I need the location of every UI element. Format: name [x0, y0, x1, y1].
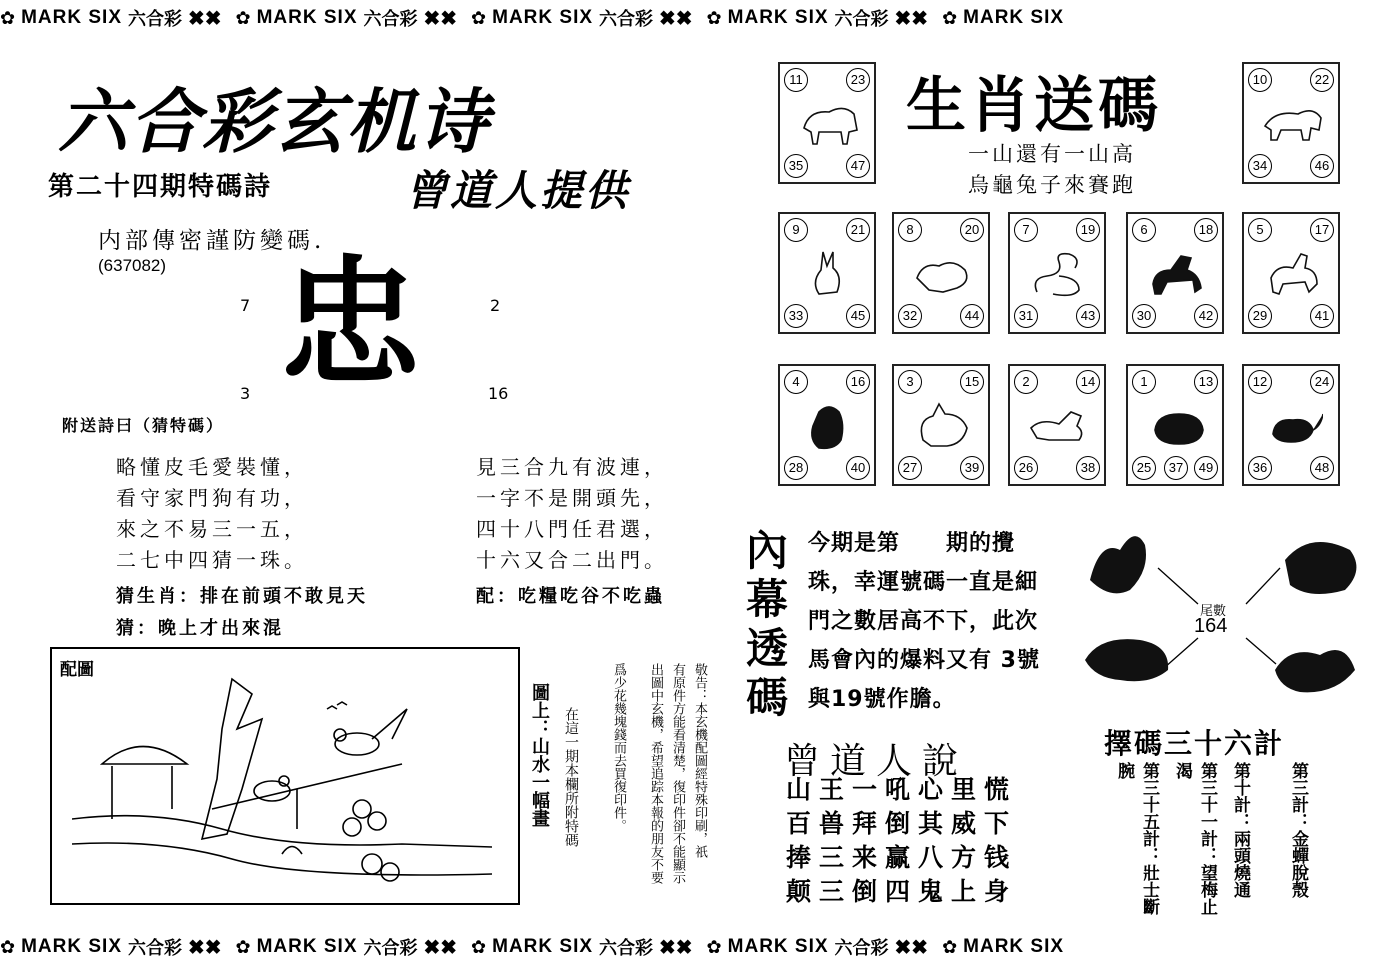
picture-caption: 圖上：山水一幅畫 — [529, 683, 550, 827]
issue-title: 第二十四期特碼詩 — [48, 172, 273, 202]
card-number: 43 — [1076, 304, 1100, 328]
card-number: 1 — [1132, 370, 1156, 394]
poem-line: 見三合九有波連， — [476, 455, 668, 479]
card-number: 3 — [898, 370, 922, 394]
picture-box — [50, 647, 520, 905]
card-number: 46 — [1310, 154, 1334, 178]
inside-line: 馬會內的爆料又有 3號 — [808, 648, 1040, 673]
zodiac-card — [1126, 364, 1224, 486]
zodiac-card — [1242, 364, 1340, 486]
flower-icon: ✿ — [235, 936, 251, 957]
poem-heading: 附送詩曰（猜特碼） — [62, 416, 225, 435]
card-number: 33 — [784, 304, 808, 328]
tail-label: 尾數 — [1200, 604, 1227, 619]
card-number: 6 — [1132, 218, 1156, 242]
card-number: 32 — [898, 304, 922, 328]
guess-hint: 猜：晚上才出來混 — [116, 618, 284, 639]
dog-icon — [1029, 400, 1089, 452]
rooster-icon — [1090, 536, 1146, 593]
flower-icon: ✿ — [235, 7, 251, 28]
card-number: 12 — [1248, 370, 1272, 394]
flower-icon: ✿ — [471, 7, 487, 28]
card-number: 36 — [1248, 456, 1272, 480]
card-number: 31 — [1014, 304, 1038, 328]
ox-icon — [799, 98, 859, 150]
inside-line: 與19號作膽。 — [808, 687, 956, 712]
zodiac-card — [892, 364, 990, 486]
zodiac-card — [1008, 364, 1106, 486]
mark-six-cn: 六合彩 — [834, 9, 889, 29]
poem-line: 看守家門狗有功， — [116, 486, 308, 510]
cross-icon: ✖✖ — [423, 7, 458, 30]
card-number: 38 — [1076, 456, 1100, 480]
card-number: 7 — [1014, 218, 1038, 242]
corner-num-bl: 3 — [240, 384, 251, 403]
zodiac-card — [778, 62, 876, 184]
mark-six-logo: MARK SIX — [21, 7, 122, 28]
mark-six-logo: MARK SIX — [963, 7, 1065, 28]
zodiac-card — [892, 212, 990, 334]
card-number: 27 — [898, 456, 922, 480]
landscape-sketch — [72, 669, 492, 894]
card-number: 30 — [1132, 304, 1156, 328]
card-number: 25 — [1132, 456, 1156, 480]
card-number: 28 — [784, 456, 808, 480]
poem-line: 十六又合二出門。 — [476, 548, 668, 572]
mark-six-logo: MARK SIX — [256, 936, 358, 957]
poem-line: 二七中四猜一珠。 — [116, 548, 308, 572]
card-number: 5 — [1248, 218, 1272, 242]
dragon-icon — [1275, 650, 1355, 692]
rabbit-icon — [799, 248, 859, 300]
monkey-icon — [799, 400, 859, 452]
zodiac-sub-1: 一山還有一山高 — [968, 142, 1136, 166]
cross-icon: ✖✖ — [894, 7, 929, 30]
card-number: 29 — [1248, 304, 1272, 328]
mark-six-logo: MARK SIX — [21, 936, 122, 957]
mark-six-logo: MARK SIX — [727, 936, 829, 957]
zodiac-title: 生肖送碼 — [906, 71, 1162, 141]
flower-icon: ✿ — [0, 936, 16, 957]
notice-col: 敬告：本玄機配圖經特殊印刷，祇 — [692, 663, 707, 858]
cross-icon: ✖✖ — [894, 936, 929, 959]
card-number: 14 — [1076, 370, 1100, 394]
mark-six-logo: MARK SIX — [492, 7, 594, 28]
jimu-title: 擇碼三十六計 — [1104, 727, 1285, 760]
provider-title: 曾道人提供 — [405, 166, 631, 215]
card-number: 35 — [784, 154, 808, 178]
poem-line: 略懂皮毛愛裝懂， — [116, 455, 308, 479]
tail-value: 164 — [1194, 615, 1228, 637]
zodiac-card — [778, 212, 876, 334]
secret-code: (637082) — [98, 256, 167, 275]
picture-label: 配圖 — [60, 660, 94, 680]
card-number: 37 — [1164, 456, 1188, 480]
card-number: 41 — [1310, 304, 1334, 328]
zodiac-card — [1242, 212, 1340, 334]
cross-icon: ✖✖ — [188, 936, 222, 959]
card-number: 15 — [960, 370, 984, 394]
corner-num-tr: 2 — [490, 296, 501, 315]
mark-six-logo: MARK SIX — [256, 7, 358, 28]
card-number: 44 — [960, 304, 984, 328]
flower-icon: ✿ — [706, 936, 722, 957]
corner-num-tl: 7 — [240, 296, 251, 315]
poem-right — [476, 452, 668, 576]
card-number: 24 — [1310, 370, 1334, 394]
inside-line: 珠，幸運號碼一直是細 — [808, 570, 1039, 595]
mark-six-cn: 六合彩 — [834, 938, 889, 958]
big-character: 忠 — [280, 243, 421, 406]
card-number: 9 — [784, 218, 808, 242]
tail-diagram — [1080, 520, 1370, 710]
flower-icon: ✿ — [706, 7, 722, 28]
cross-icon: ✖✖ — [659, 936, 693, 959]
zeng-line: 山王一吼心里慌 — [786, 775, 1018, 804]
zodiac-card — [1242, 62, 1340, 184]
note-column: 在這一期本欄所附特碼 — [563, 707, 579, 847]
card-number: 39 — [960, 456, 984, 480]
zodiac-card — [1126, 212, 1224, 334]
secret-line: 内部傳密謹防變碼. — [98, 228, 326, 254]
flower-icon: ✿ — [942, 936, 958, 957]
card-number: 26 — [1014, 456, 1038, 480]
card-number: 42 — [1194, 304, 1218, 328]
pig-icon — [1285, 542, 1356, 594]
card-number: 49 — [1194, 456, 1218, 480]
card-number: 2 — [1014, 370, 1038, 394]
cross-icon: ✖✖ — [423, 936, 458, 959]
card-number: 13 — [1194, 370, 1218, 394]
poem-line: 一字不是開頭先， — [476, 486, 668, 510]
mark-six-cn: 六合彩 — [128, 9, 182, 29]
mark-six-logo: MARK SIX — [727, 7, 829, 28]
inside-title: 內幕透碼 — [745, 526, 788, 722]
card-number: 45 — [846, 304, 870, 328]
notice-col: 爲少花幾塊錢而去買復印件。 — [611, 663, 626, 832]
card-number: 40 — [846, 456, 870, 480]
card-number: 22 — [1310, 68, 1334, 92]
cross-icon: ✖✖ — [188, 7, 222, 30]
rat-icon — [1263, 400, 1323, 452]
card-number: 18 — [1194, 218, 1218, 242]
poem-line: 來之不易三一五， — [116, 517, 308, 541]
main-title: 六合彩玄机诗 — [58, 81, 490, 163]
ox-icon — [1085, 639, 1168, 681]
snake-icon — [1029, 248, 1089, 300]
jimu-col: 第三十一計：望梅止渴 — [1172, 762, 1217, 915]
goat-icon — [1263, 248, 1323, 300]
mark-six-cn: 六合彩 — [599, 9, 654, 29]
card-number: 34 — [1248, 154, 1272, 178]
pig-icon — [1147, 400, 1207, 452]
mark-six-cn: 六合彩 — [599, 938, 654, 958]
flower-icon: ✿ — [942, 7, 958, 28]
inside-line: 今期是第 期的攪 — [808, 531, 1016, 556]
card-number: 4 — [784, 370, 808, 394]
zodiac-card — [1008, 212, 1106, 334]
jimu-col: 第十計：兩頭燒通 — [1230, 762, 1250, 898]
match-hint: 配：吃糧吃谷不吃蟲 — [476, 586, 665, 607]
notice-col: 出圖中玄機，希望追踪本報的朋友不要 — [648, 663, 663, 884]
card-number: 23 — [846, 68, 870, 92]
inside-line: 門之數居高不下，此次 — [808, 609, 1039, 634]
zeng-lines — [786, 773, 1017, 909]
inside-box — [790, 524, 1080, 718]
flower-icon: ✿ — [471, 936, 487, 957]
card-number: 17 — [1310, 218, 1334, 242]
card-number: 10 — [1248, 68, 1272, 92]
guess-zodiac: 猜生肖：排在前頭不敢見天 — [116, 586, 368, 607]
mark-six-logo: MARK SIX — [492, 936, 594, 957]
zeng-line: 捧三来赢八方钱 — [786, 843, 1018, 872]
corner-num-br: 16 — [488, 384, 509, 403]
poem-line: 四十八門任君選， — [476, 517, 668, 541]
zeng-title: 曾道人說 — [784, 741, 969, 782]
card-number: 48 — [1310, 456, 1334, 480]
notice-col: 有原件方能看清楚，復印件卻不能顯示 — [670, 663, 685, 884]
card-number: 47 — [846, 154, 870, 178]
card-number: 19 — [1076, 218, 1100, 242]
jimu-col: 第三計：金蟬脫殼 — [1288, 762, 1308, 898]
zodiac-card — [778, 364, 876, 486]
horse-icon — [1147, 248, 1207, 300]
jimu-col: 第三十五計：壯士斷腕 — [1114, 762, 1159, 915]
zodiac-sub-2: 烏龜兔子來賽跑 — [968, 173, 1136, 197]
poem-left — [116, 452, 308, 576]
zeng-line: 百兽拜倒其威下 — [786, 809, 1018, 838]
mark-six-cn: 六合彩 — [128, 938, 182, 958]
card-number: 20 — [960, 218, 984, 242]
flower-icon: ✿ — [0, 7, 16, 28]
dragon-icon — [913, 248, 973, 300]
rooster-icon — [913, 400, 973, 452]
card-number: 16 — [846, 370, 870, 394]
zeng-line: 颠三倒四鬼上身 — [786, 877, 1018, 906]
tiger-icon — [1263, 98, 1323, 150]
mark-six-cn: 六合彩 — [363, 9, 418, 29]
card-number: 8 — [898, 218, 922, 242]
cross-icon: ✖✖ — [659, 7, 693, 30]
card-number: 11 — [784, 68, 808, 92]
card-number: 21 — [846, 218, 870, 242]
mark-six-logo: MARK SIX — [963, 936, 1065, 957]
bottom-border — [0, 929, 1391, 965]
top-border — [0, 0, 1391, 36]
mark-six-cn: 六合彩 — [363, 938, 418, 958]
